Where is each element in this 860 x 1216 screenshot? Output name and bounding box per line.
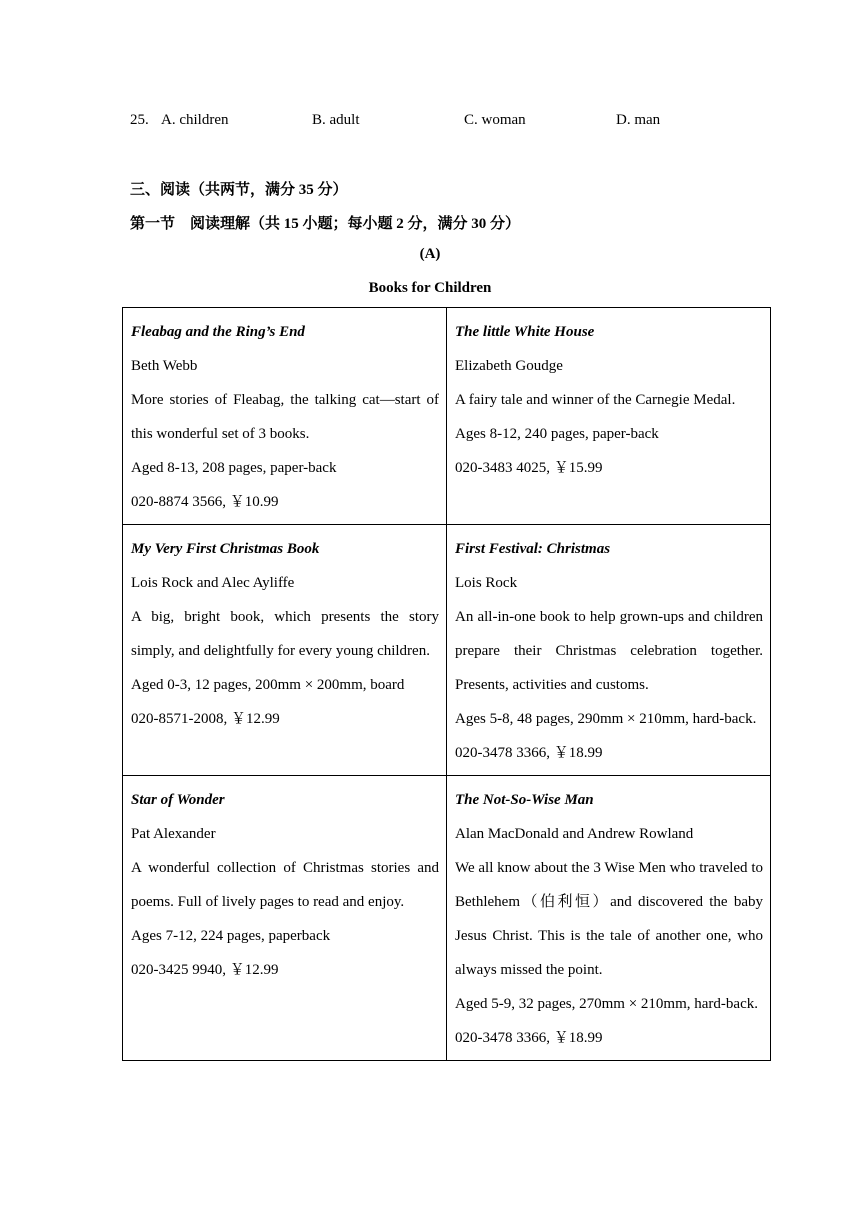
book-cell xyxy=(447,776,771,1061)
book-title: Fleabag and the Ring’s End xyxy=(131,324,305,340)
book-author: Alan MacDonald and Andrew Rowland xyxy=(455,826,694,842)
book-order-info: 020-3483 4025, ￥15.99 xyxy=(455,460,603,476)
option-a: A. children xyxy=(161,112,229,128)
book-cell xyxy=(447,525,771,776)
option-b: B. adult xyxy=(312,112,360,128)
book-author: Elizabeth Goudge xyxy=(455,358,563,374)
book-cell xyxy=(123,776,447,1061)
book-details: Aged 0-3, 12 pages, 200mm × 200mm, board xyxy=(131,677,405,693)
book-description: More stories of Fleabag, the talking cat—start of this wonderful set of 3 books. xyxy=(131,392,439,442)
book-author: Lois Rock xyxy=(455,575,518,591)
book-details: Aged 8-13, 208 pages, paper-back xyxy=(131,460,337,476)
book-description: A big, bright book, which presents the story simply, and delightfully for every young children. xyxy=(131,609,439,659)
book-details: Aged 5-9, 32 pages, 270mm × 210mm, hard-back. xyxy=(455,996,758,1012)
question-25 xyxy=(130,112,750,132)
table-row xyxy=(123,776,771,1061)
book-order-info: 020-3425 9940, ￥12.99 xyxy=(131,962,279,978)
book-author: Lois Rock and Alec Ayliffe xyxy=(131,575,295,591)
book-cell xyxy=(123,308,447,525)
book-details: Ages 8-12, 240 pages, paper-back xyxy=(455,426,659,442)
book-title: My Very First Christmas Book xyxy=(131,541,320,557)
book-order-info: 020-8571-2008, ￥12.99 xyxy=(131,711,280,727)
section-heading: 三、阅读（共两节，满分 35 分） xyxy=(130,182,348,198)
book-order-info: 020-3478 3366, ￥18.99 xyxy=(455,745,603,761)
book-details: Ages 5-8, 48 pages, 290mm × 210mm, hard-back. xyxy=(455,711,757,727)
book-description: We all know about the 3 Wise Men who traveled to Bethlehem（伯利恒）and discovered the baby Jesus Christ. This is the tale of another one, who always missed the point. xyxy=(455,860,763,978)
book-cell xyxy=(123,525,447,776)
option-d: D. man xyxy=(616,112,661,128)
book-author: Beth Webb xyxy=(131,358,198,374)
book-author: Pat Alexander xyxy=(131,826,216,842)
table-row xyxy=(123,308,771,525)
book-details: Ages 7-12, 224 pages, paperback xyxy=(131,928,331,944)
question-number: 25. xyxy=(130,112,149,128)
book-description: An all-in-one book to help grown-ups and children prepare their Christmas celebration together. Presents, activities and customs. xyxy=(455,609,763,693)
book-order-info: 020-8874 3566, ￥10.99 xyxy=(131,494,279,510)
book-description: A fairy tale and winner of the Carnegie Medal. xyxy=(455,392,736,408)
books-table xyxy=(122,307,771,1061)
book-title: The Not-So-Wise Man xyxy=(455,792,594,808)
subsection-heading: 第一节 阅读理解（共 15 小题；每小题 2 分，满分 30 分） xyxy=(130,216,521,232)
book-order-info: 020-3478 3366, ￥18.99 xyxy=(455,1030,603,1046)
book-cell xyxy=(447,308,771,525)
option-c: C. woman xyxy=(464,112,526,128)
passage-label: (A) xyxy=(419,246,441,262)
book-title: Star of Wonder xyxy=(131,792,225,808)
book-title: First Festival: Christmas xyxy=(455,541,611,557)
book-title: The little White House xyxy=(455,324,595,340)
table-row xyxy=(123,525,771,776)
book-description: A wonderful collection of Christmas stories and poems. Full of lively pages to read and enjoy. xyxy=(131,860,439,910)
table-title: Books for Children xyxy=(368,280,492,296)
